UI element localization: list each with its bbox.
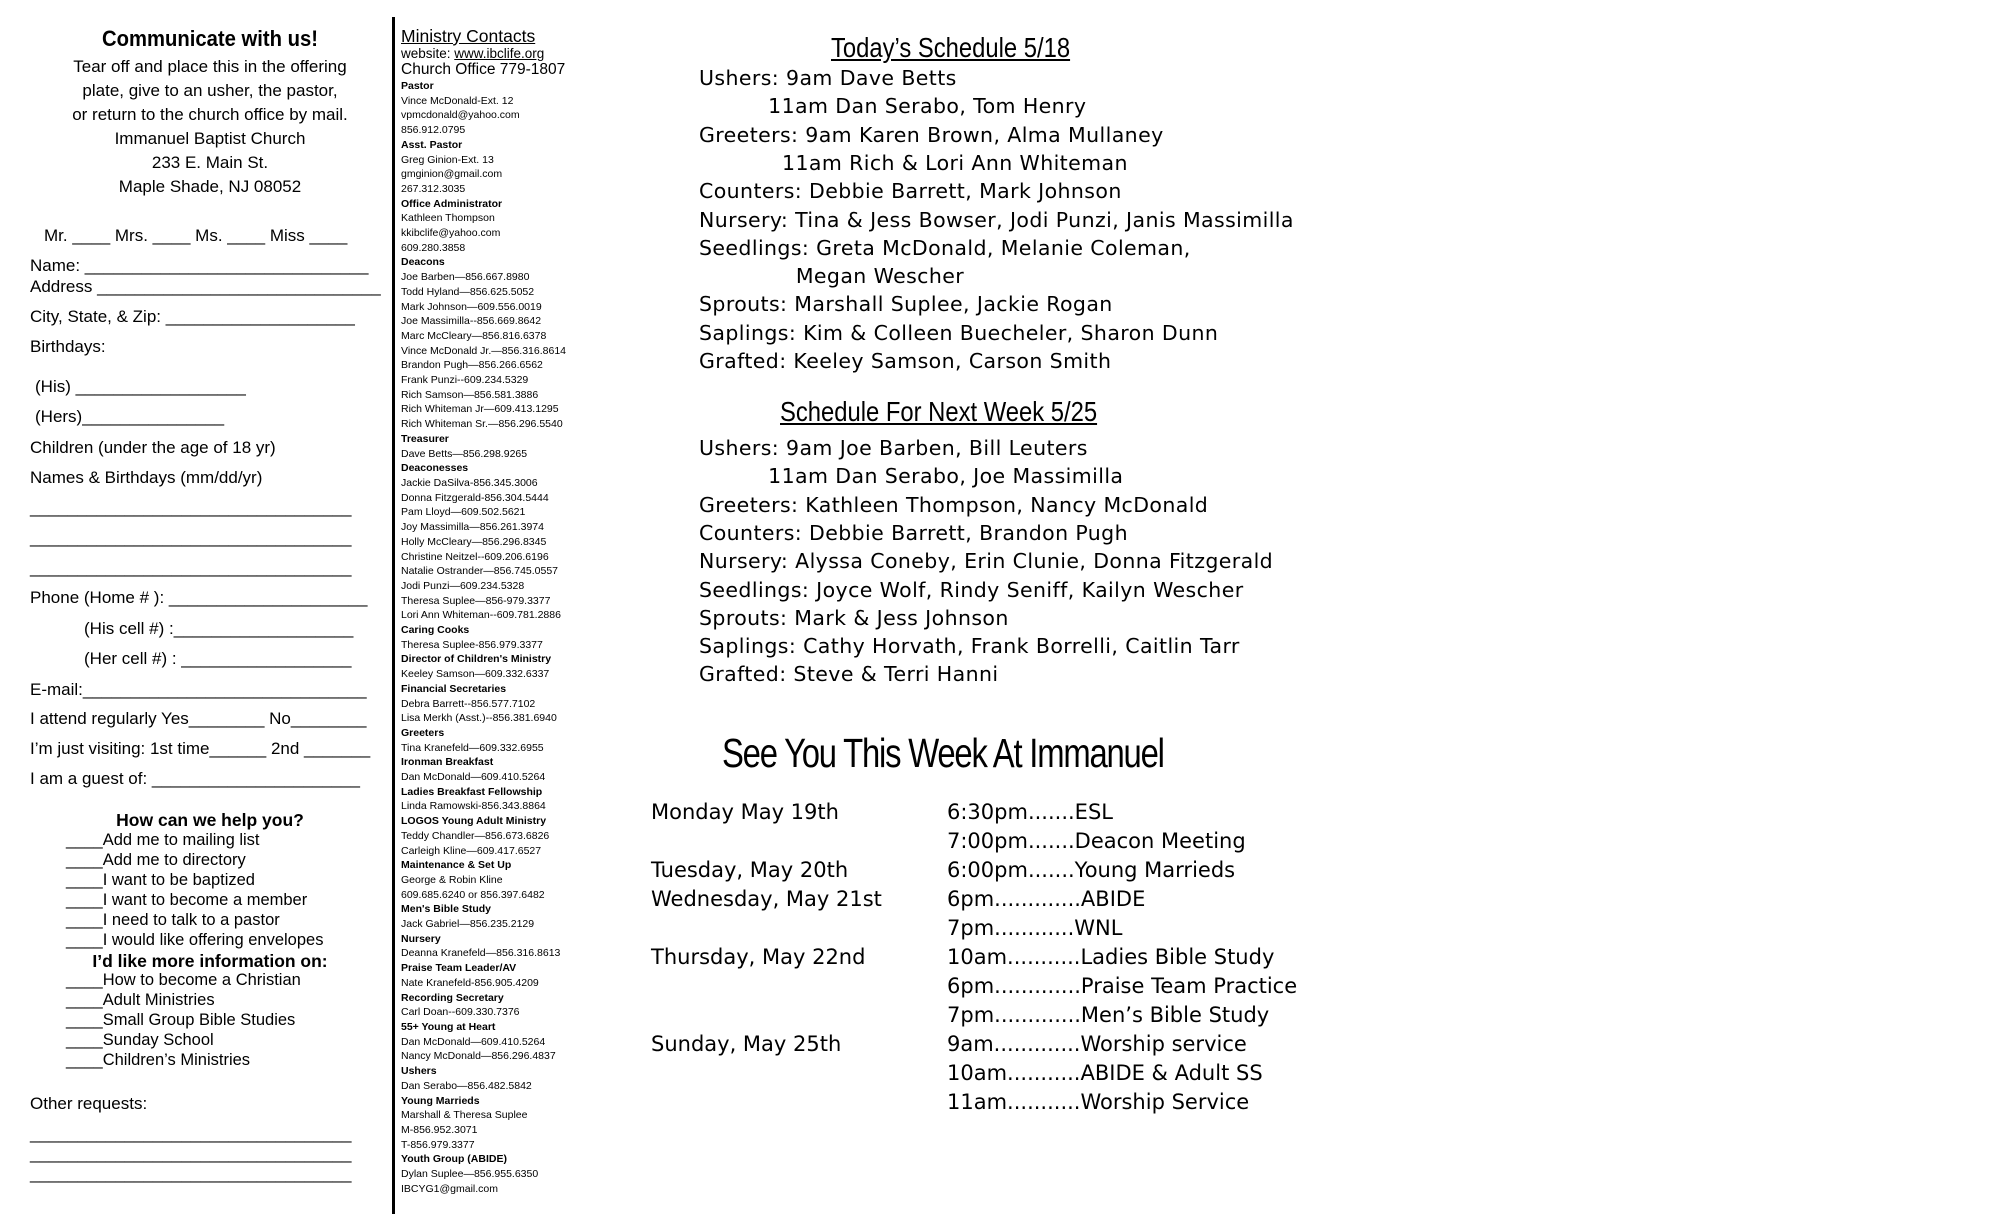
contact-group-heading: Youth Group (ABIDE) [401,1153,507,1166]
contact-list [401,79,631,1196]
visiting-field[interactable]: I’m just visiting: 1st time______ 2nd _______ [30,739,371,758]
contact-entry: Mark Johnson—609.556.0019 [401,300,542,313]
website-link[interactable]: www.ibclife.org [454,46,545,61]
contact-entry: Joe Massimilla--856.669.8642 [401,315,542,328]
event-time: 10am...........Ladies Bible Study [947,945,1275,969]
info-option-small-group[interactable]: ____Small Group Bible Studies [66,1011,296,1029]
help-option-talk-pastor[interactable]: ____I need to talk to a pastor [66,911,280,929]
event-time: 7:00pm.......Deacon Meeting [947,829,1246,853]
contact-group-heading: Nursery [401,932,441,945]
contact-group-heading: Praise Team Leader/AV [401,962,517,975]
contact-entry: Lisa Merkh (Asst.)--856.381.6940 [401,712,557,725]
other-requests-label: Other requests: [30,1094,148,1113]
event-day: Wednesday, May 21st [651,887,882,911]
info-option-christian[interactable]: ____How to become a Christian [66,971,301,989]
contact-entry: Debra Barrett--856.577.7102 [401,697,536,710]
contact-entry: Joe Barben—856.667.8980 [401,271,530,284]
help-option-directory[interactable]: ____Add me to directory [66,851,246,869]
contact-group-heading: Treasurer [401,432,449,445]
his-birthday-field[interactable]: (His) __________________ [35,377,246,396]
schedule-line: Megan Wescher [699,264,965,289]
contact-group-heading: Asst. Pastor [401,138,463,151]
schedule-line: 11am Dan Serabo, Joe Massimilla [699,464,1124,489]
info-title: I’d like more information on: [92,951,328,971]
schedule-line: Seedlings: Greta McDonald, Melanie Coleman, [699,235,1191,260]
salutation-field[interactable]: Mr. ____ Mrs. ____ Ms. ____ Miss ____ [44,226,348,245]
schedule-line: 11am Dan Serabo, Tom Henry [699,94,1087,119]
contact-entry: T-856.979.3377 [401,1138,475,1151]
help-option-baptized[interactable]: ____I want to be baptized [66,871,255,889]
event-time: 6:00pm.......Young Marrieds [947,858,1236,882]
church-office-phone: Church Office 779-1807 [401,61,566,78]
church-city: Maple Shade, NJ 08052 [118,177,302,196]
contact-entry: Carl Doan--609.330.7376 [401,1006,520,1019]
her-cell-field[interactable]: (Her cell #) : __________________ [84,649,352,668]
event-time: 10am...........ABIDE & Adult SS [947,1061,1263,1085]
contact-entry: Vince McDonald-Ext. 12 [401,94,514,107]
contact-group-heading: Financial Secretaries [401,682,507,695]
event-time: 9am.............Worship service [947,1032,1247,1056]
contact-entry: Dave Betts—856.298.9265 [401,447,528,460]
contact-entry: Rich Whiteman Jr—609.413.1295 [401,403,559,416]
children-line-2[interactable]: __________________________________ [30,528,352,547]
contact-entry: Natalie Ostrander—856.745.0557 [401,565,559,578]
contact-entry: Rich Whiteman Sr.—856.296.5540 [401,418,563,431]
name-field[interactable]: Name: ______________________________ [30,256,369,275]
contact-entry: Joy Massimilla—856.261.3974 [401,521,544,534]
schedule-line: Sprouts: Marshall Suplee, Jackie Rogan [699,292,1113,317]
week-title: See You This Week At Immanuel [722,730,1164,776]
contact-entry: Christine Neitzel--609.206.6196 [401,550,549,563]
contact-entry: Greg Ginion-Ext. 13 [401,153,494,166]
contact-entry: Jackie DaSilva-856.345.3006 [401,476,538,489]
schedule-line: Ushers: 9am Joe Barben, Bill Leuters [699,436,1088,460]
his-cell-field[interactable]: (His cell #) :___________________ [84,619,354,638]
next-week-schedule-title: Schedule For Next Week 5/25 [780,396,1098,427]
contact-entry: Nancy McDonald—856.296.4837 [401,1050,556,1063]
contact-entry: M-856.952.3071 [401,1123,478,1136]
event-time: 7pm.............Men’s Bible Study [947,1003,1270,1027]
schedule-line: Greeters: Kathleen Thompson, Nancy McDonald [699,492,1209,517]
contact-entry: Frank Punzi--609.234.5329 [401,374,529,387]
event-day: Tuesday, May 20th [651,858,849,882]
church-street: 233 E. Main St. [151,153,269,172]
contact-group-heading: Men's Bible Study [401,903,492,916]
schedule-line: Nursery: Tina & Jess Bowser, Jodi Punzi, Janis Massimilla [699,207,1294,232]
home-phone-field[interactable]: Phone (Home # ): _____________________ [30,588,368,607]
contact-entry: gmginion@gmail.com [401,168,503,181]
address-field[interactable]: Address ______________________________ [30,277,381,296]
other-line-3[interactable]: __________________________________ [30,1164,352,1183]
contact-entry: Dan McDonald—609.410.5264 [401,771,546,784]
contact-group-heading: LOGOS Young Adult Ministry [401,815,547,828]
contacts-title: Ministry Contacts [401,26,536,46]
schedule-line: Seedlings: Joyce Wolf, Rindy Seniff, Kailyn Wescher [699,577,1244,602]
guest-field[interactable]: I am a guest of: ______________________ [30,769,360,788]
contact-group-heading: Director of Children's Ministry [401,653,552,666]
event-time: 6:30pm.......ESL [947,800,1113,824]
contact-entry: 267.312.3035 [401,182,466,195]
card-title: Communicate with us! [102,26,318,51]
help-option-member[interactable]: ____I want to become a member [66,891,308,909]
schedule-line: Greeters: 9am Karen Brown, Alma Mullaney [699,122,1164,147]
intro-line: or return to the church office by mail. [72,105,348,124]
website-label: website: [401,46,455,61]
event-time: 7pm............WNL [947,916,1123,940]
children-label: Children (under the age of 18 yr) [30,438,276,457]
contact-entry: Jack Gabriel—856.235.2129 [401,918,535,931]
contact-entry: Marshall & Theresa Suplee [401,1109,528,1122]
ministry-contacts [401,27,631,1196]
event-day: Monday May 19th [651,800,839,824]
intro-line: plate, give to an usher, the pastor, [82,81,338,100]
children-line-1[interactable]: __________________________________ [30,498,352,517]
contact-entry: Carleigh Kline—609.417.6527 [401,844,542,857]
birthdays-label: Birthdays: [30,337,106,356]
contact-entry: kkibclife@yahoo.com [401,227,501,240]
contact-group-heading: Caring Cooks [401,624,470,637]
contact-entry: Linda Ramowski-856.343.8864 [401,800,546,813]
church-name: Immanuel Baptist Church [114,129,306,148]
event-day: Sunday, May 25th [651,1032,842,1056]
names-birthdays-label: Names & Birthdays (mm/dd/yr) [30,468,263,487]
contact-entry: Nate Kranefeld-856.905.4209 [401,976,539,989]
contact-entry: Holly McCleary—856.296.8345 [401,535,547,548]
children-line-3[interactable]: __________________________________ [30,558,352,577]
city-field[interactable]: City, State, & Zip: ____________________ [30,307,355,326]
website-line [401,46,631,61]
intro-line: Tear off and place this in the offering [73,57,347,76]
contact-entry: Theresa Suplee-856.979.3377 [401,638,543,651]
contact-entry: Teddy Chandler—856.673.6826 [401,829,550,842]
email-field[interactable]: E-mail:______________________________ [30,680,367,699]
info-option-adult[interactable]: ____Adult Ministries [66,991,215,1009]
contact-entry: Vince McDonald Jr.—856.316.8614 [401,344,566,357]
info-option-children[interactable]: ____Children’s Ministries [66,1051,251,1069]
contact-entry: Theresa Suplee—856-979.3377 [401,594,551,607]
contact-entry: 609.280.3858 [401,241,466,254]
schedule-line: Counters: Debbie Barrett, Mark Johnson [699,179,1122,204]
contact-entry: Rich Samson—856.581.3886 [401,388,539,401]
attend-field[interactable]: I attend regularly Yes________ No________ [30,709,367,728]
schedule-line: Grafted: Keeley Samson, Carson Smith [699,349,1112,373]
contact-entry: vpmcdonald@yahoo.com [401,109,520,122]
contact-entry: Dylan Suplee—856.955.6350 [401,1168,539,1181]
tear-off-divider [392,17,395,1214]
response-card [0,0,392,1214]
contact-entry: Pam Lloyd—609.502.5621 [401,506,526,519]
other-line-2[interactable]: __________________________________ [30,1144,352,1163]
event-time: 11am...........Worship Service [947,1090,1250,1114]
contact-group-heading: Office Administrator [401,197,503,210]
contact-entry: Dan McDonald—609.410.5264 [401,1035,546,1048]
contact-group-heading: Maintenance & Set Up [401,859,512,872]
contact-group-heading: Recording Secretary [401,991,504,1004]
contact-entry: Lori Ann Whiteman--609.781.2886 [401,609,561,622]
hers-birthday-field[interactable]: (Hers)_______________ [35,407,225,426]
schedule-line: Sprouts: Mark & Jess Johnson [699,605,1009,630]
contact-entry: 856.912.0795 [401,124,466,137]
other-line-1[interactable]: __________________________________ [30,1124,352,1143]
schedule-line: Counters: Debbie Barrett, Brandon Pugh [699,520,1128,545]
contact-group-heading: Young Marrieds [401,1094,480,1107]
help-title: How can we help you? [116,810,304,830]
contact-group-heading: 55+ Young at Heart [401,1021,496,1033]
contact-group-heading: Deacons [401,256,445,269]
contact-entry: Deanna Kranefeld—856.316.8613 [401,947,561,960]
help-option-mailing[interactable]: ____Add me to mailing list [66,831,260,849]
contact-group-heading: Ladies Breakfast Fellowship [401,785,543,798]
event-time: 6pm.............Praise Team Practice [947,974,1298,998]
schedule-line: 11am Rich & Lori Ann Whiteman [699,150,1128,175]
contact-entry: Dan Serabo—856.482.5842 [401,1079,532,1092]
today-schedule-title: Today’s Schedule 5/18 [831,32,1071,63]
schedule-line: Grafted: Steve & Terri Hanni [699,662,999,687]
contact-group-heading: Ushers [401,1065,437,1078]
contact-entry: Brandon Pugh—856.266.6562 [401,359,543,372]
contact-entry: Marc McCleary—856.816.6378 [401,329,547,342]
schedule-line: Ushers: 9am Dave Betts [699,66,957,90]
info-option-sunday-school[interactable]: ____Sunday School [66,1031,214,1049]
schedule-line: Saplings: Cathy Horvath, Frank Borrelli, Caitlin Tarr [699,634,1240,659]
contact-entry: Keeley Samson—609.332.6337 [401,668,550,681]
event-day: Thursday, May 22nd [651,945,866,969]
event-time: 6pm.............ABIDE [947,887,1146,911]
contact-entry: Todd Hyland—856.625.5052 [401,285,535,298]
contact-entry: Kathleen Thompson [401,212,495,225]
contact-group-heading: Ironman Breakfast [401,756,494,769]
contact-entry: George & Robin Kline [401,873,503,886]
card-intro [30,55,390,199]
help-option-envelopes[interactable]: ____I would like offering envelopes [66,931,324,949]
contact-entry: Tina Kranefeld—609.332.6955 [401,741,544,754]
contact-group-heading: Greeters [401,726,445,739]
contact-group-heading: Deaconesses [401,462,469,475]
contact-entry: 609.685.6240 or 856.397.6482 [401,888,545,901]
contact-entry: Donna Fitzgerald-856.304.5444 [401,491,549,504]
schedule-line: Saplings: Kim & Colleen Buecheler, Sharon Dunn [699,320,1219,345]
contact-entry: Jodi Punzi—609.234.5328 [401,579,525,592]
contact-group-heading: Pastor [401,80,434,92]
schedule-line: Nursery: Alyssa Coneby, Erin Clunie, Donna Fitzgerald [699,549,1274,574]
contact-entry: IBCYG1@gmail.com [401,1182,499,1195]
